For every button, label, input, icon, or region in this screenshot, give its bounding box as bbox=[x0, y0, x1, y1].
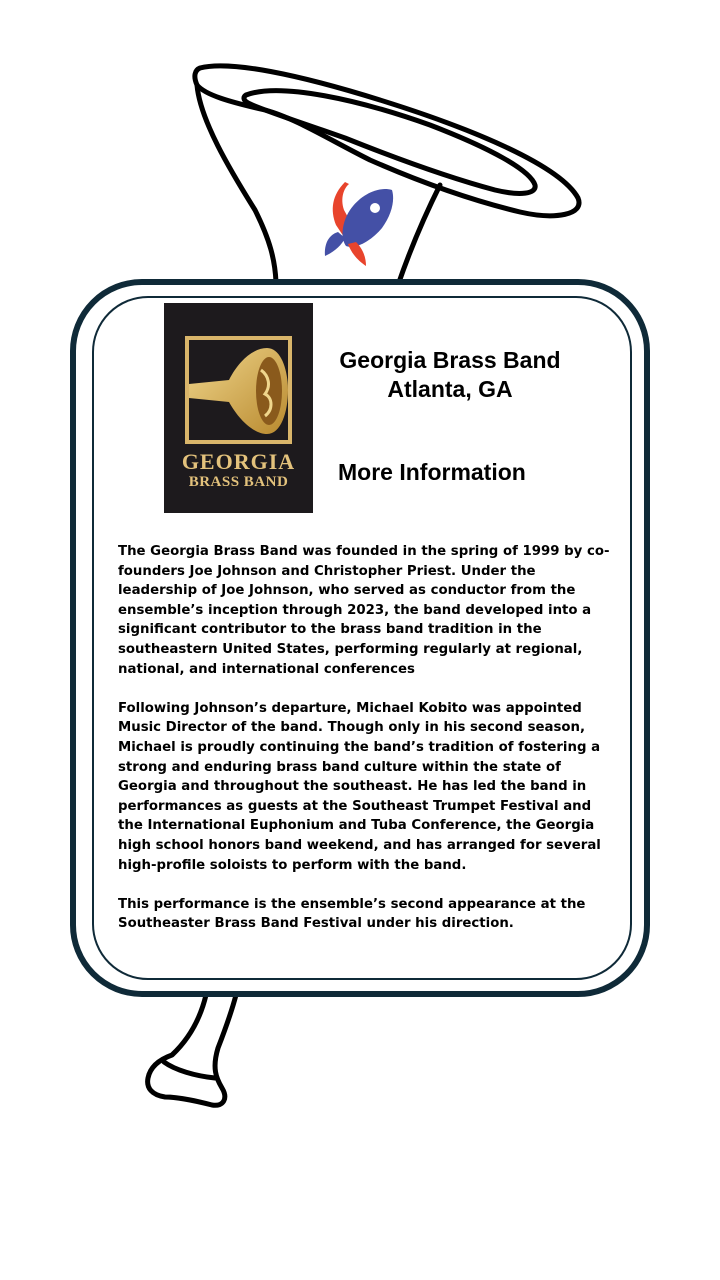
logo-text-georgia: GEORGIA bbox=[181, 449, 296, 474]
description-paragraph-1: The Georgia Brass Band was founded in the spring of 1999 by co-founders Joe Johnson and Christopher Priest. Under the leadership of Joe Johnson, who served as conductor from the ensemble’s inception through 2023, the band developed into a significant contributor to the brass band tradition in the southeastern United States, performing regularly at regional, national, and international conferences bbox=[118, 544, 610, 677]
page-title bbox=[320, 346, 580, 404]
description-paragraph-2: Following Johnson’s departure, Michael Kobito was appointed Music Director of the band. Though only in his second season, Michael is proudly continuing the band’s tradition of fostering a strong and enduring brass band culture within the state of Georgia and throughout the southeast. He has led the band in performances as guests at the Southeast Trumpet Festival and the International Euphonium and Tuba Conference, the Georgia high school honors band weekend, and has arranged for several high-profile soloists to perform with the band. bbox=[118, 700, 601, 873]
rocket-icon bbox=[325, 182, 393, 266]
more-information-link[interactable]: More Information bbox=[338, 459, 526, 485]
band-location: Atlanta, GA bbox=[387, 376, 513, 402]
band-logo-horn-icon bbox=[189, 340, 288, 440]
georgia-brass-band-logo bbox=[164, 303, 313, 513]
description-paragraph-3: This performance is the ensemble’s second appearance at the Southeaster Brass Band Festival under his direction. bbox=[118, 896, 586, 932]
logo-frame bbox=[185, 336, 292, 444]
logo-text-brass-band: BRASS BAND bbox=[188, 474, 289, 490]
band-name: Georgia Brass Band bbox=[339, 347, 561, 373]
band-description bbox=[118, 542, 618, 953]
